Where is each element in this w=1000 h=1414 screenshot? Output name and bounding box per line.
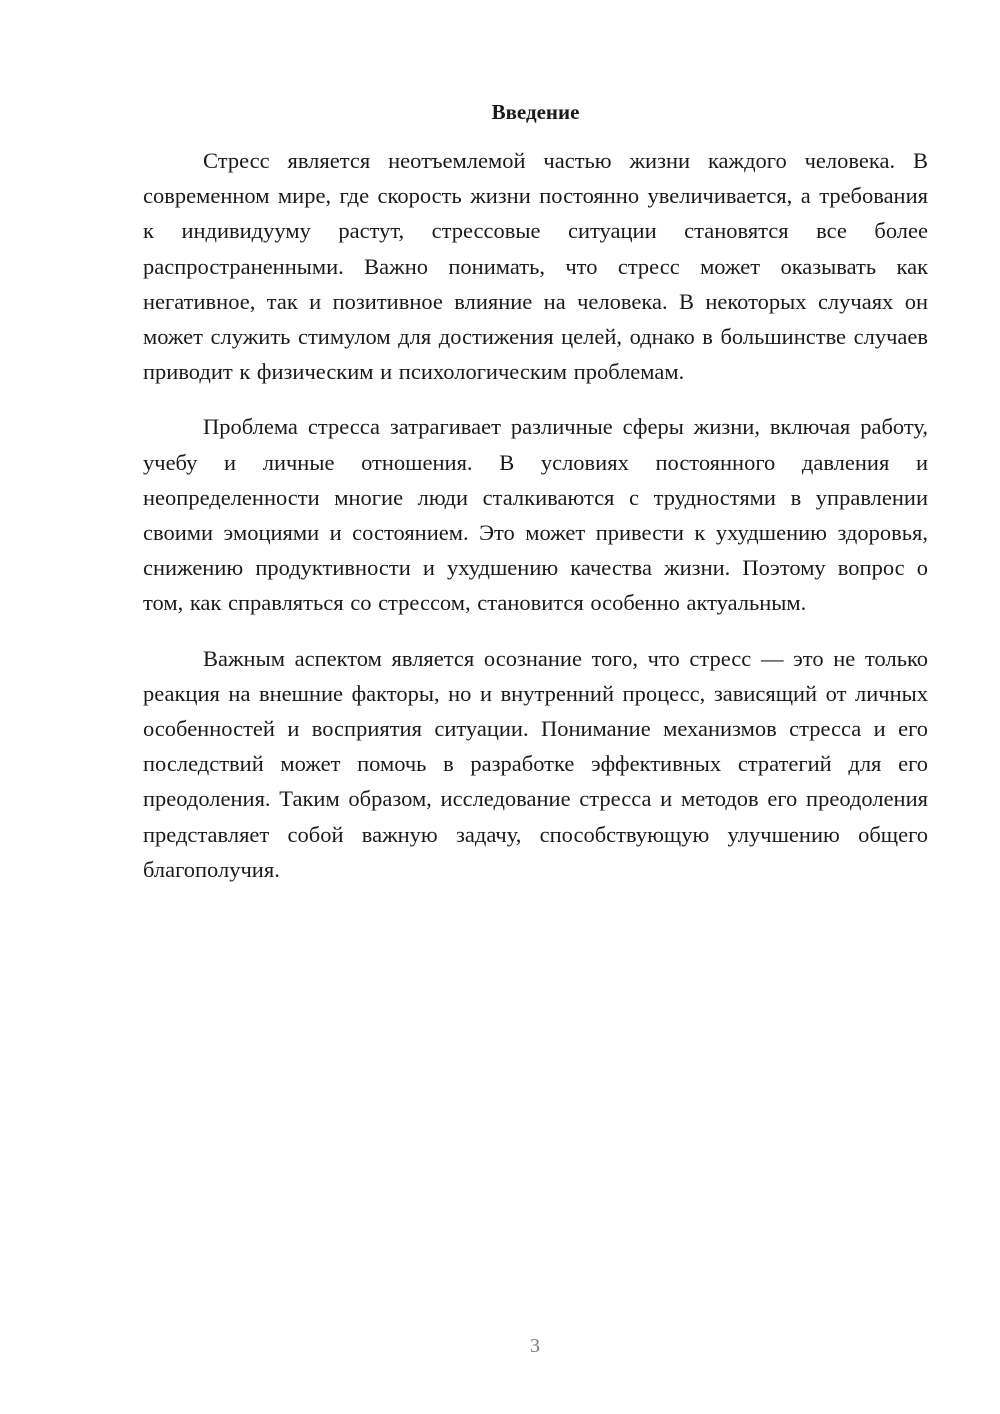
paragraph-1: Стресс является неотъемлемой частью жизни каждого человека. В современном мире, где скорость жизни постоянно увеличивается, а требования к индивидууму растут, стрессовые ситуации становятся все более распространенными. Важно понимать, что стресс может оказывать как негативное, так и позитивное влияние на человека. В некоторых случаях он может служить стимулом для достижения целей, однако в большинстве случаев приводит к физическим и психологическим проблемам.	[143, 148, 928, 385]
body-text	[143, 143, 928, 907]
page-number: 3	[530, 1335, 540, 1357]
paragraph-2: Проблема стресса затрагивает различные сферы жизни, включая работу, учебу и личные отношения. В условиях постоянного давления и неопределенности многие люди сталкиваются с трудностями в управлении своими эмоциями и состоянием. Это может привести к ухудшению здоровья, снижению продуктивности и ухудшению качества жизни. Поэтому вопрос о том, как справляться со стрессом, становится особенно актуальным.	[143, 414, 928, 616]
page-title: Введение	[491, 100, 580, 124]
paragraph-3: Важным аспектом является осознание того, что стресс — это не только реакция на внешние факторы, но и внутренний процесс, зависящий от личных особенностей и восприятия ситуации. Понимание механизмов стресса и его последствий может помочь в разработке эффективных стратегий для его преодоления. Таким образом, исследование стресса и методов его преодоления представляет собой важную задачу, способствующую улучшению общего благополучия.	[143, 645, 928, 882]
